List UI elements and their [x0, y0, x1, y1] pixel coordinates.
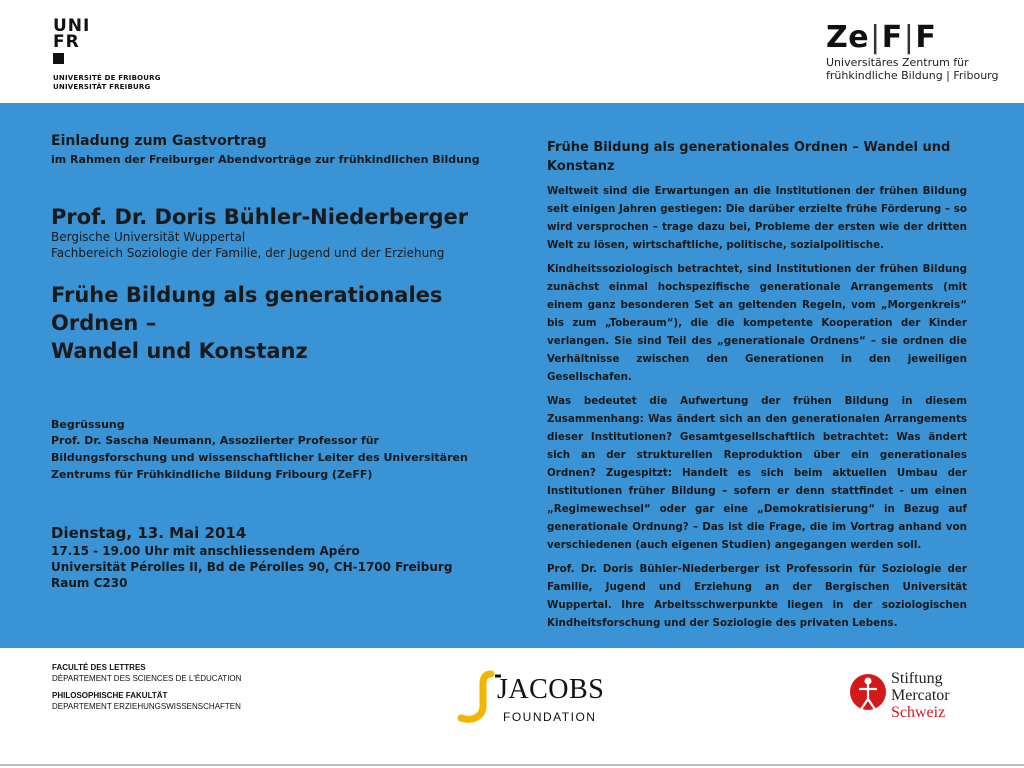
mercator-wordmark: Stiftung Mercator Schweiz: [891, 670, 950, 721]
zeff-wordmark: Ze|F|F: [826, 20, 937, 55]
invitation-title: Einladung zum Gastvortrag: [51, 133, 267, 149]
content-panel: [0, 103, 1024, 648]
stiftung-mercator-logo: [848, 668, 988, 728]
event-date: Dienstag, 13. Mai 2014: [51, 524, 247, 542]
abstract-paragraph-3: Was bedeutet die Aufwertung der frühen Bildung in diesem Zusammenhang: Was ändert sich an den generationalen Arrangements dieser Institutionen? Gesamtgesellschaftlich betrachtet: Was ändert sich an der strukturellen Reproduktion über ein generationales Ordnen? Zugespitzt: Handelt es sich beim aktuellen Umbau der Institutionen früher Bildung – sofern er denn stattfindet - um einen „Regimewechsel“ oder gar eine „Demokratisierung“ in Bezug auf generationale Ordnung? – Das ist die Frage, die im Vortrag anhand von verschiedenen (auch eigenen Studien) angegangen werden soll.: [547, 395, 967, 551]
bio-name: Prof. Dr. Doris Bühler-Niederberger: [547, 563, 760, 575]
speaker-name: Prof. Dr. Doris Bühler-Niederberger: [51, 205, 469, 229]
invitation-subtitle: im Rahmen der Freiburger Abendvorträge zur frühkindlichen Bildung: [51, 153, 480, 166]
zeff-logo: [826, 22, 998, 82]
footer: [0, 648, 1024, 768]
jacobs-foundation-logo: [455, 668, 605, 728]
abstract-title: Frühe Bildung als generationales Ordnen – Wandel und Konstanz: [547, 140, 951, 174]
right-column: [547, 138, 967, 632]
zeff-subtitle: Universitäres Zentrum für frühkindliche Bildung | Fribourg: [826, 56, 999, 82]
unifr-wordmark: UNI FR: [53, 18, 161, 66]
greeting-text: Prof. Dr. Sascha Neumann, Assoziierter Professor für Bildungsforschung und wissenschaftlicher Leiter des Universitären Zentrums für Frühkindliche Bildung Fribourg (ZeFF): [51, 434, 468, 481]
unifr-block-icon: [53, 50, 161, 66]
abstract-paragraph-1: Weltweit sind die Erwartungen an die Institutionen der frühen Bildung seit einigen Jahren gestiegen: Die darüber erzielte frühe Förderung – so wird versprochen – trage dazu bei, Probleme der ersten wie der dritten Welt zu lösen, wirtschaftliche, politische, sozialpolitische.: [547, 185, 967, 251]
bottom-divider: [0, 764, 1024, 766]
greeting-heading: Begrüssung: [51, 418, 125, 431]
unifr-subtitle: UNIVERSITÉ DE FRIBOURG UNIVERSITÄT FREIBURG: [53, 74, 161, 91]
speaker-bio: [547, 560, 967, 632]
talk-title: Frühe Bildung als generationales Ordnen – Wandel und Konstanz: [51, 283, 443, 363]
speaker-university: Bergische Universität Wuppertal: [51, 230, 246, 244]
mercator-figure-icon: [848, 670, 888, 714]
speaker-department: Fachbereich Soziologie der Familie, der Jugend und der Erziehung: [51, 246, 445, 260]
faculty-block: FACULTÉ DES LETTRES DÉPARTEMENT DES SCIENCES DE L'ÉDUCATION PHILOSOPHISCHE FAKULTÄT DEPARTEMENT ERZIEHUNGSWISSENSCHAFTEN: [52, 663, 242, 711]
event-time: 17.15 - 19.00 Uhr mit anschliessendem Apéro: [51, 544, 360, 558]
left-column: [51, 133, 491, 591]
event-location: Universität Pérolles II, Bd de Pérolles 90, CH-1700 Freiburg: [51, 560, 453, 574]
jacobs-name: JACOBS: [497, 674, 605, 705]
bio-text: ist Professorin für Soziologie der Familie, Jugend und Erziehung an der Bergischen Universität Wuppertal. Ihre Arbeitsschwerpunkte liegen in der soziologischen Kindheitsforschung und der Soziologie des privaten Lebens.: [547, 563, 967, 629]
jacobs-foundation-label: FOUNDATION: [503, 710, 597, 724]
abstract-paragraph-2: Kindheitssoziologisch betrachtet, sind Institutionen der frühen Bildung zunächst einmal hochspezifische generationale Arrangements (mit einem ganz besonderen Set an geltenden Regeln, vom „Morgenkreis“ bis zum „Toberaum“), die die kompetente Kooperation der Kinder verlangen. Sie sind Teil des „generationale Ordnens“ – sie ordnen die Verhältnisse zwischen den Generationen in den jeweiligen Gesellschafen.: [547, 263, 967, 383]
unifr-logo: [53, 18, 161, 92]
event-room: Raum C230: [51, 576, 128, 590]
header: [0, 0, 1024, 103]
